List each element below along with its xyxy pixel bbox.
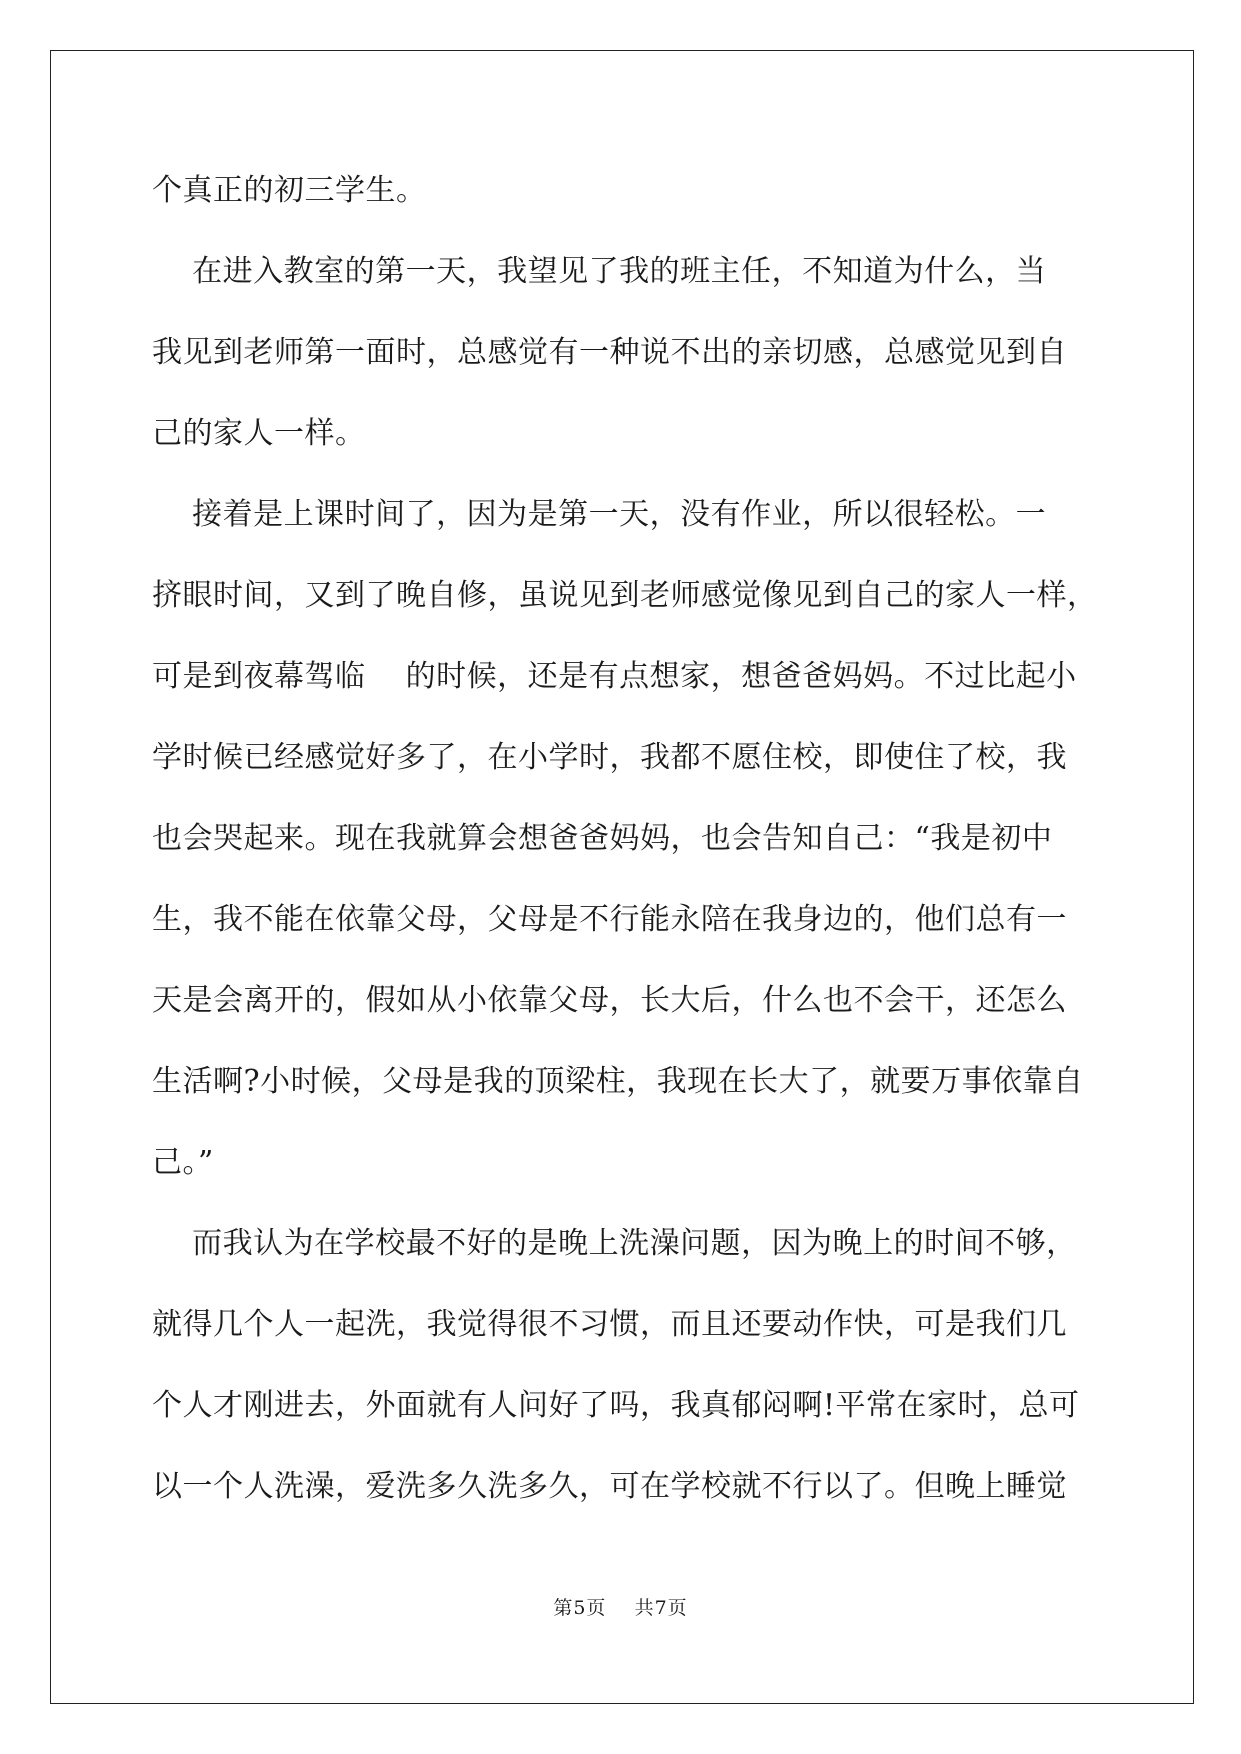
text-line: 己。” — [152, 1145, 214, 1180]
text-line: 生，我不能在依靠父母，父母是不行能永陪在我身边的，他们总有一 — [152, 902, 1067, 937]
text-line: 学时候已经感觉好多了，在小学时，我都不愿住校，即使住了校，我 — [152, 740, 1067, 775]
total-pages: 共7页 — [634, 1597, 688, 1619]
document-body — [152, 150, 1098, 1527]
text-line: 就得几个人一起洗，我觉得很不习惯，而且还要动作快，可是我们几 — [152, 1307, 1067, 1342]
text-line: 接着是上课时间了，因为是第一天，没有作业，所以很轻松。一 — [152, 497, 1047, 532]
text-line: 天是会离开的，假如从小依靠父母，长大后，什么也不会干，还怎么 — [152, 983, 1067, 1018]
text-line: 也会哭起来。现在我就算会想爸爸妈妈，也会告知自己：“我是初中 — [152, 821, 1053, 856]
text-line: 挤眼时间，又到了晚自修，虽说见到老师感觉像见到自己的家人一样， — [152, 578, 1098, 613]
page-footer — [0, 1593, 1241, 1620]
text-line: 个人才刚进去，外面就有人问好了吗，我真郁闷啊!平常在家时，总可 — [152, 1388, 1080, 1423]
text-line: 可是到夜幕驾临 的时候，还是有点想家，想爸爸妈妈。不过比起小 — [152, 659, 1077, 694]
text-line: 我见到老师第一面时，总感觉有一种说不出的亲切感，总感觉见到自 — [152, 335, 1067, 370]
text-line: 生活啊?小时候，父母是我的顶梁柱，我现在长大了，就要万事依靠自 — [152, 1064, 1084, 1099]
text-line: 在进入教室的第一天，我望见了我的班主任，不知道为什么，当 — [152, 254, 1047, 289]
text-line: 个真正的初三学生。 — [152, 173, 427, 208]
current-page-number: 第5页 — [553, 1597, 607, 1619]
text-line: 以一个人洗澡，爱洗多久洗多久，可在学校就不行以了。但晚上睡觉 — [152, 1469, 1067, 1504]
text-line: 己的家人一样。 — [152, 416, 366, 451]
text-line: 而我认为在学校最不好的是晚上洗澡问题，因为晚上的时间不够， — [152, 1226, 1077, 1261]
